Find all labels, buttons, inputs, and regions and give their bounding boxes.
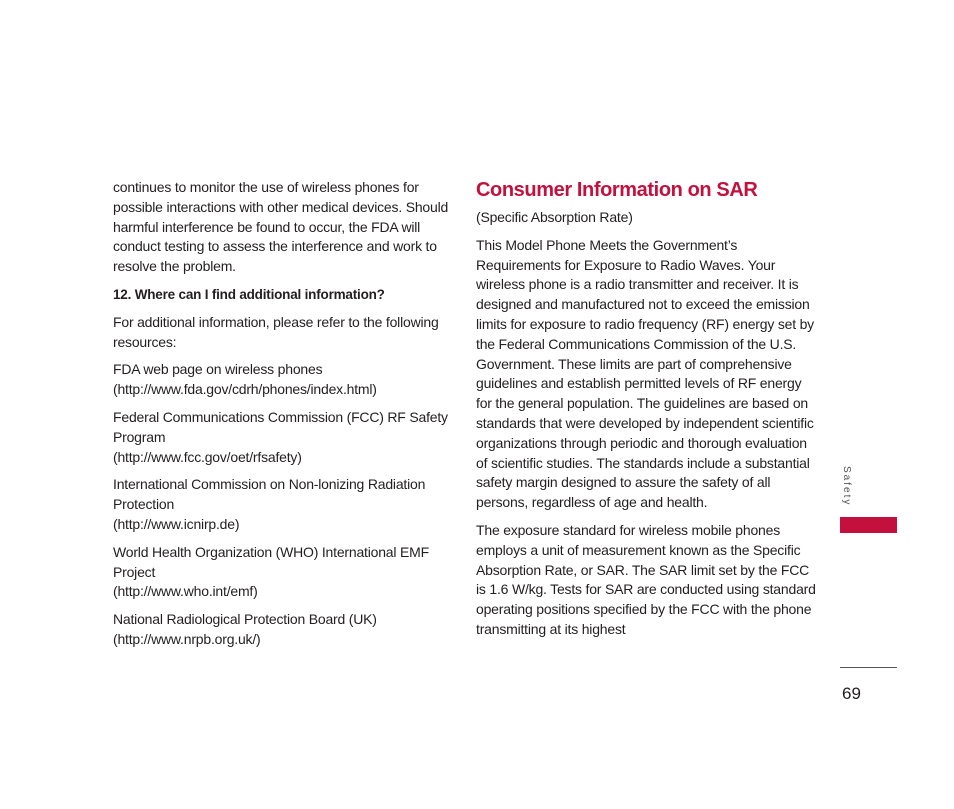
section-side-label: Safety — [841, 466, 852, 507]
sar-paragraph-1: This Model Phone Meets the Government’s Requirements for Exposure to Radio Waves. Your wireless phone is a radio transmitter and receiver. It is designed and manufactured not to exceed the emission limits for exposure to radio frequency (RF) energy set by the Federal Communications Commission of the U.S. Government. These limits are part of comprehensive guidelines and establish permitted levels of RF energy for the general population. The guidelines are based on standards that were developed by independent scientific organizations through periodic and thorough evaluation of scientific studies. The standards include a substantial safety margin designed to assure the safety of all persons, regardless of age and health. — [476, 236, 814, 511]
right-column — [476, 178, 816, 648]
section-tab-marker — [840, 517, 897, 533]
sar-paragraph-2: The exposure standard for wireless mobile phones employs a unit of measurement known as the Specific Absorption Rate, or SAR. The SAR limit set by the FCC is 1.6 W/kg. Tests for SAR are conducted using standard operating positions specified by the FCC with the phone transmitting at its highest — [476, 521, 816, 637]
section-subheading: (Specific Absorption Rate) — [476, 209, 633, 225]
resource-item — [113, 408, 453, 467]
page-number: 69 — [842, 684, 861, 703]
resources-lead: For additional information, please refer to the following resources: — [113, 313, 439, 350]
resource-item — [113, 360, 453, 400]
resource-name: Federal Communications Commission (FCC) RF Safety Program — [113, 408, 448, 445]
question-heading: 12. Where can I find additional information? — [113, 286, 385, 302]
resource-url: (http://www.icnirp.de) — [113, 515, 240, 532]
intro-paragraph: continues to monitor the use of wireless phones for possible interactions with other medical devices. Should harmful interference be found to occur, the FDA will conduct testing to assess the interference and work to resolve the problem. — [113, 179, 449, 275]
resource-url: (http://www.who.int/emf) — [113, 583, 258, 600]
resource-name: World Health Organization (WHO) International EMF Project — [113, 543, 429, 580]
left-column — [113, 178, 453, 658]
section-heading: Consumer Information on SAR — [476, 179, 758, 201]
resource-url: (http://www.nrpb.org.uk/) — [113, 630, 261, 647]
resource-name: FDA web page on wireless phones — [113, 361, 323, 378]
resource-url: (http://www.fcc.gov/oet/rfsafety) — [113, 448, 302, 465]
page-number-divider — [840, 667, 897, 668]
resource-item — [113, 475, 453, 534]
resource-item — [113, 610, 453, 650]
resource-name: National Radiological Protection Board (UK) — [113, 611, 377, 628]
resource-name: International Commission on Non-lonizing Radiation Protection — [113, 476, 426, 513]
resource-item — [113, 543, 453, 602]
resource-url: (http://www.fda.gov/cdrh/phones/index.html) — [113, 381, 377, 398]
